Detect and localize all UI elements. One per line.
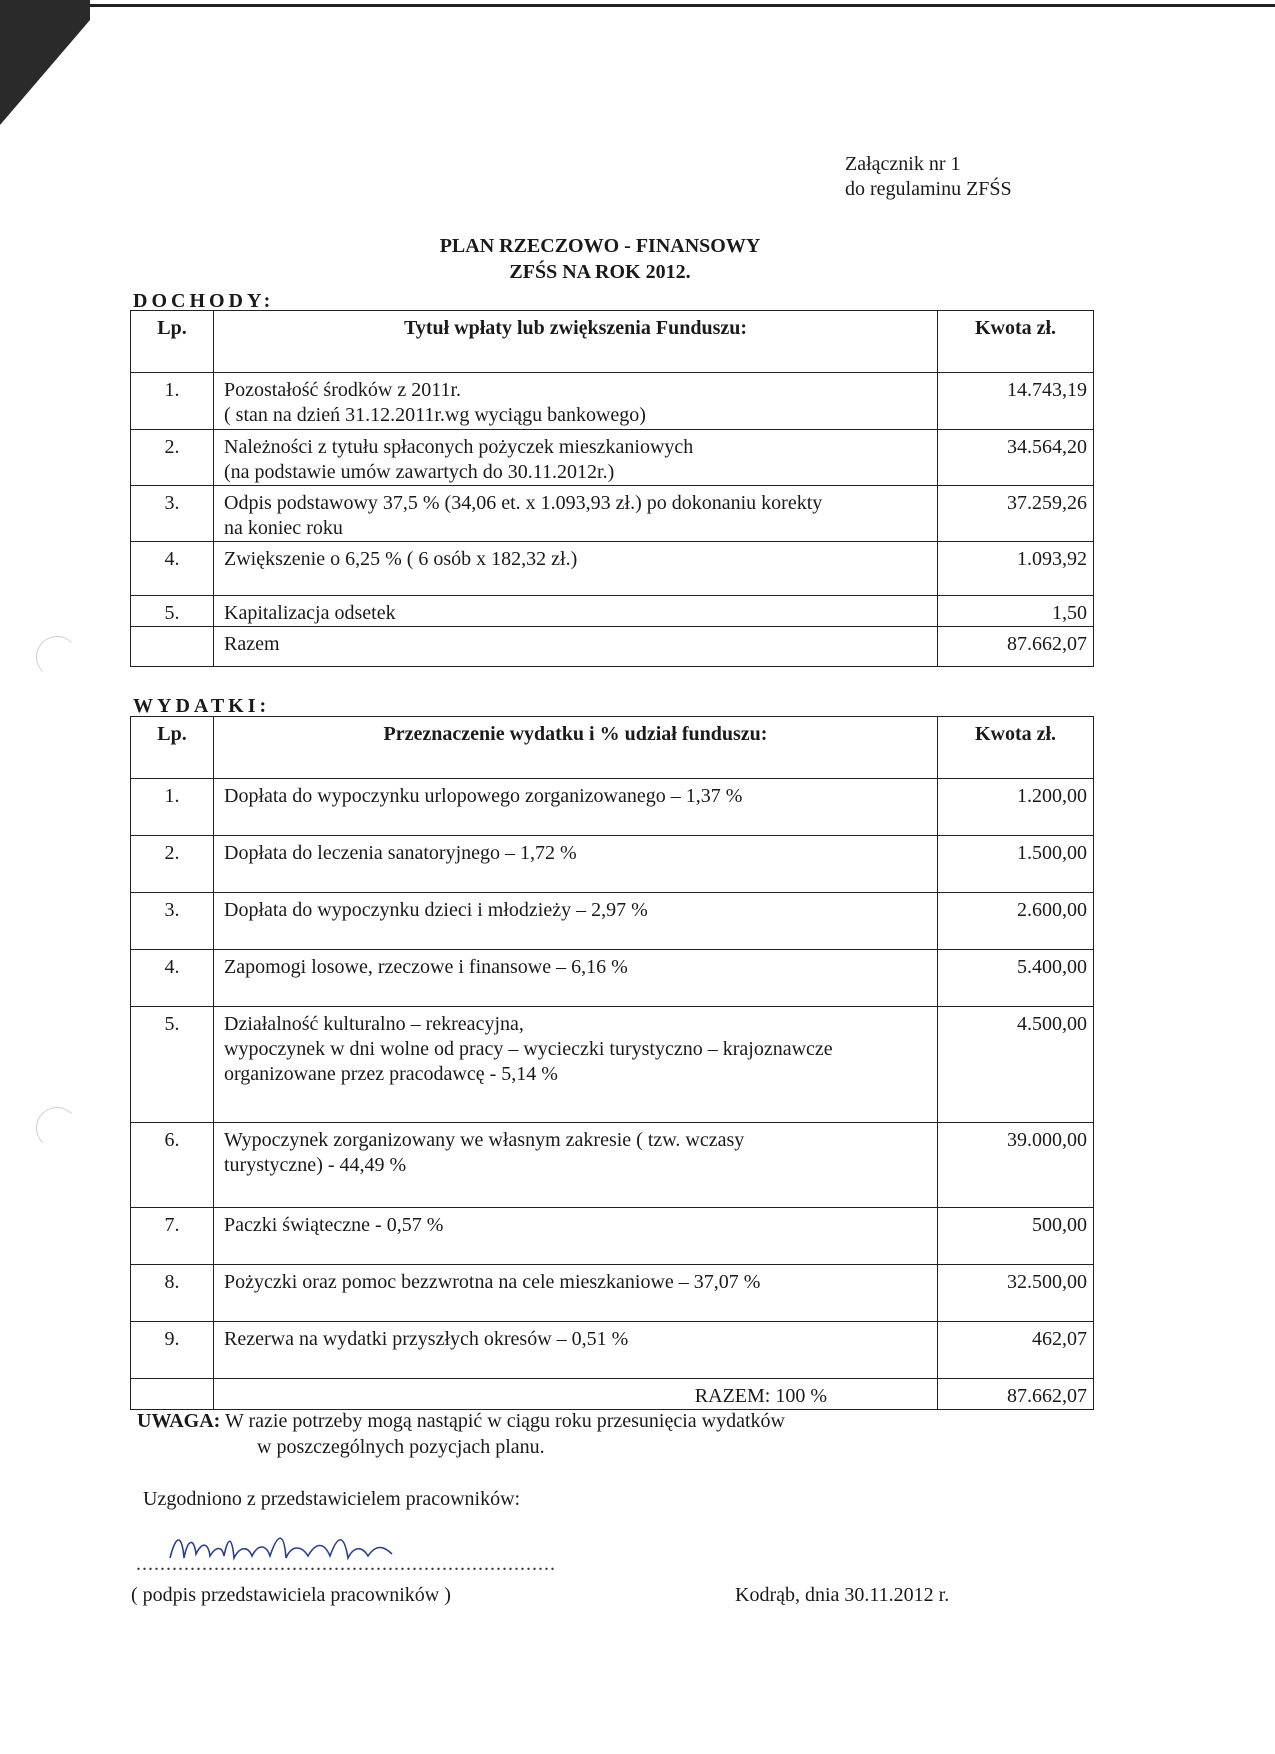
row-lp: 5. bbox=[131, 596, 214, 627]
row-description bbox=[214, 486, 938, 542]
row-lp: 2. bbox=[131, 430, 214, 486]
row-description bbox=[214, 950, 938, 1007]
table-row bbox=[131, 542, 1094, 596]
row-line: Należności z tytułu spłaconych pożyczek mieszkaniowych bbox=[224, 436, 694, 458]
table-header-row bbox=[131, 311, 1094, 373]
row-lp bbox=[131, 627, 214, 667]
row-description bbox=[214, 1322, 938, 1379]
row-lp: 6. bbox=[131, 1123, 214, 1208]
note-text: W razie potrzeby mogą nastąpić w ciągu roku przesunięcia wydatków bbox=[220, 1410, 785, 1432]
row-description bbox=[214, 836, 938, 893]
income-section-label: DOCHODY: bbox=[133, 290, 275, 312]
table-row bbox=[131, 1322, 1094, 1379]
row-amount: 32.500,00 bbox=[938, 1265, 1094, 1322]
row-line: na koniec roku bbox=[224, 517, 343, 539]
table-row bbox=[131, 779, 1094, 836]
row-line: Pożyczki oraz pomoc bezzwrotna na cele mieszkaniowe – 37,07 % bbox=[224, 1271, 761, 1293]
signature-caption: ( podpis przedstawiciela pracowników ) bbox=[131, 1584, 451, 1606]
table-row bbox=[131, 430, 1094, 486]
row-line: ( stan na dzień 31.12.2011r.wg wyciągu bankowego) bbox=[224, 404, 646, 426]
annex-reference bbox=[845, 152, 1012, 202]
row-line: Działalność kulturalno – rekreacyjna, bbox=[224, 1013, 524, 1035]
row-amount: 37.259,26 bbox=[938, 486, 1094, 542]
row-line: Paczki świąteczne - 0,57 % bbox=[224, 1214, 444, 1236]
title-line: PLAN RZECZOWO - FINANSOWY bbox=[439, 235, 761, 257]
total-amount: 87.662,07 bbox=[938, 1379, 1094, 1410]
row-lp: 4. bbox=[131, 542, 214, 596]
row-line: Dopłata do wypoczynku urlopowego zorganizowanego – 1,37 % bbox=[224, 785, 743, 807]
row-description bbox=[214, 893, 938, 950]
income-table bbox=[130, 310, 1094, 667]
row-lp: 5. bbox=[131, 1007, 214, 1123]
row-lp: 1. bbox=[131, 779, 214, 836]
table-row bbox=[131, 486, 1094, 542]
row-line: organizowane przez pracodawcę - 5,14 % bbox=[224, 1063, 558, 1085]
row-lp: 3. bbox=[131, 486, 214, 542]
table-row bbox=[131, 1007, 1094, 1123]
row-description bbox=[214, 430, 938, 486]
col-lp-header: Lp. bbox=[131, 717, 214, 779]
table-row bbox=[131, 1208, 1094, 1265]
col-title-header: Przeznaczenie wydatku i % udział funduszu: bbox=[214, 717, 938, 779]
col-lp-header: Lp. bbox=[131, 311, 214, 373]
row-line: Odpis podstawowy 37,5 % (34,06 et. x 1.093,93 zł.) po dokonaniu korekty bbox=[224, 492, 823, 514]
row-amount: 1.200,00 bbox=[938, 779, 1094, 836]
table-row bbox=[131, 893, 1094, 950]
table-row bbox=[131, 836, 1094, 893]
col-amount-header: Kwota zł. bbox=[938, 311, 1094, 373]
row-description bbox=[214, 779, 938, 836]
scan-top-border bbox=[20, 4, 1275, 7]
row-amount: 34.564,20 bbox=[938, 430, 1094, 486]
table-row bbox=[131, 373, 1094, 430]
scan-corner-mark bbox=[0, 0, 90, 130]
annex-line: Załącznik nr 1 bbox=[845, 153, 961, 175]
row-lp: 2. bbox=[131, 836, 214, 893]
table-row bbox=[131, 596, 1094, 627]
row-amount: 1.500,00 bbox=[938, 836, 1094, 893]
total-amount: 87.662,07 bbox=[938, 627, 1094, 667]
table-row bbox=[131, 950, 1094, 1007]
row-lp: 3. bbox=[131, 893, 214, 950]
row-lp: 9. bbox=[131, 1322, 214, 1379]
row-amount: 39.000,00 bbox=[938, 1123, 1094, 1208]
note-prefix: UWAGA: bbox=[137, 1410, 221, 1432]
row-line: Kapitalizacja odsetek bbox=[224, 602, 396, 624]
row-description bbox=[214, 596, 938, 627]
row-description bbox=[214, 1007, 938, 1123]
row-amount: 4.500,00 bbox=[938, 1007, 1094, 1123]
note-line bbox=[137, 1408, 785, 1434]
annex-line: do regulaminu ZFŚS bbox=[845, 178, 1012, 200]
total-label: Razem bbox=[214, 627, 938, 667]
row-amount: 1,50 bbox=[938, 596, 1094, 627]
table-row bbox=[131, 1265, 1094, 1322]
expenses-section-label: WYDATKI: bbox=[133, 695, 271, 717]
title-line: ZFŚS NA ROK 2012. bbox=[509, 261, 691, 283]
note bbox=[137, 1408, 785, 1460]
row-line: Dopłata do leczenia sanatoryjnego – 1,72 % bbox=[224, 842, 577, 864]
table-row bbox=[131, 1123, 1094, 1208]
row-line: wypoczynek w dni wolne od pracy – wycieczki turystyczno – krajoznawcze bbox=[224, 1038, 833, 1060]
col-title-header: Tytuł wpłaty lub zwiększenia Funduszu: bbox=[214, 311, 938, 373]
row-line: Dopłata do wypoczynku dzieci i młodzieży – 2,97 % bbox=[224, 899, 648, 921]
punch-hole bbox=[36, 636, 78, 678]
punch-hole bbox=[36, 1107, 78, 1149]
table-header-row bbox=[131, 717, 1094, 779]
row-description bbox=[214, 1208, 938, 1265]
document-title bbox=[300, 233, 900, 285]
total-row bbox=[131, 627, 1094, 667]
col-amount-header: Kwota zł. bbox=[938, 717, 1094, 779]
place-date: Kodrąb, dnia 30.11.2012 r. bbox=[735, 1584, 950, 1606]
total-row bbox=[131, 1379, 1094, 1410]
row-description bbox=[214, 542, 938, 596]
row-lp: 4. bbox=[131, 950, 214, 1007]
row-lp: 7. bbox=[131, 1208, 214, 1265]
row-amount: 5.400,00 bbox=[938, 950, 1094, 1007]
row-description bbox=[214, 373, 938, 430]
row-amount: 14.743,19 bbox=[938, 373, 1094, 430]
row-amount: 1.093,92 bbox=[938, 542, 1094, 596]
row-line: Zapomogi losowe, rzeczowe i finansowe – 6,16 % bbox=[224, 956, 628, 978]
row-line: turystyczne) - 44,49 % bbox=[224, 1154, 407, 1176]
row-line: Rezerwa na wydatki przyszłych okresów – 0,51 % bbox=[224, 1328, 629, 1350]
row-amount: 2.600,00 bbox=[938, 893, 1094, 950]
signature-line: ...................................................................... bbox=[136, 1553, 556, 1575]
row-line: Wypoczynek zorganizowany we własnym zakresie ( tzw. wczasy bbox=[224, 1129, 745, 1151]
row-amount: 500,00 bbox=[938, 1208, 1094, 1265]
row-lp: 8. bbox=[131, 1265, 214, 1322]
row-lp bbox=[131, 1379, 214, 1410]
row-amount: 462,07 bbox=[938, 1322, 1094, 1379]
row-lp: 1. bbox=[131, 373, 214, 430]
note-line: w poszczególnych pozycjach planu. bbox=[257, 1436, 545, 1458]
total-label: RAZEM: 100 % bbox=[214, 1379, 938, 1410]
row-line: Zwiększenie o 6,25 % ( 6 osób x 182,32 zł.) bbox=[224, 548, 578, 570]
row-line: (na podstawie umów zawartych do 30.11.2012r.) bbox=[224, 461, 615, 483]
row-description bbox=[214, 1265, 938, 1322]
row-line: Pozostałość środków z 2011r. bbox=[224, 379, 462, 401]
agreement-text: Uzgodniono z przedstawicielem pracowników: bbox=[143, 1488, 521, 1510]
expenses-table bbox=[130, 716, 1094, 1410]
row-description bbox=[214, 1123, 938, 1208]
